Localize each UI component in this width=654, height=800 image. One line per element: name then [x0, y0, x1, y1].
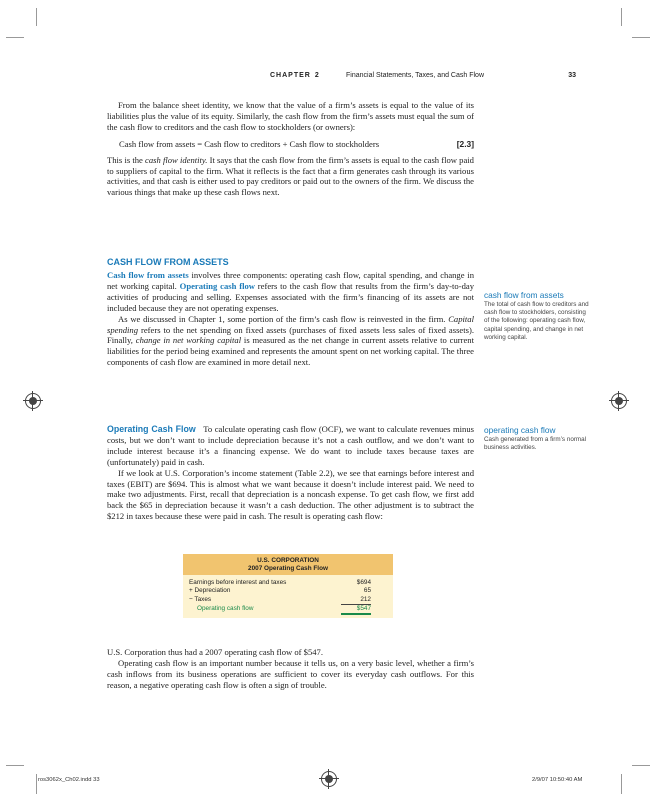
equation-number: [2.3] — [456, 138, 474, 149]
cash-flow-identity-equation — [107, 139, 474, 150]
table-row: Earnings before interest and taxes $694 — [189, 579, 371, 586]
identity-paragraph: This is the cash flow identity. It says that the cash flow from the firm’s assets is equal to the cash flow paid to suppliers of capital to the firm. What it reflects is the fact that a firm generates cash through its various activities, and that cash is either used to pay creditors or paid out to the owners of the firm. We discuss the various things that make up these cash flows next. — [107, 154, 474, 198]
components-paragraph: As we discussed in Chapter 1, some portion of the firm’s cash flow is reinvested in the firm. Capital spending refers to the net spending on fixed assets (purchases of fixed assets less sales of fixed assets). Finally, change in net working capital is measured as the net change in current assets relative to current liabilities for the period being examined and represents the amount spent on net working capital. The three components of cash flow are examined in more detail next. — [107, 313, 474, 368]
table-row: + Depreciation 65 — [189, 587, 371, 595]
cash-flow-identity-term: cash flow identity. — [145, 154, 208, 165]
footer-filename: ros3062x_Ch02.indd 33 — [38, 777, 100, 783]
table-header — [183, 554, 393, 575]
cfa-paragraph: Cash flow from assets involves three components: operating cash flow, capital spending, and change in net working capital. Operating cash flow refers to the cash flow that results from the firm’s day-to-day activities of producing and selling. Expenses associated with the firm’s financing of its assets are not included because they are not operating expenses. — [107, 270, 474, 313]
margin-definition-operating-cash-flow — [484, 425, 590, 452]
margin-definition-cash-flow-from-assets — [484, 290, 590, 342]
closing-paragraph-2: Operating cash flow is an important number because it tells us, on a very basic level, whether a firm’s cash inflows from its business operations are sufficient to cover its everyday cash outflows. For this reason, a negative operating cash flow is often a sign of trouble. — [107, 657, 474, 690]
margin-definition: The total of cash flow to creditors and cash flow to stockholders, consisting of the following: operating cash flow, capital spending, and change in net working capital. — [484, 301, 589, 341]
table-subtitle: 2007 Operating Cash Flow — [248, 565, 328, 572]
ocf-runin-heading: Operating Cash Flow — [107, 424, 196, 434]
intro-paragraph: From the balance sheet identity, we know that the value of a firm’s assets is equal to the value of its liabilities plus the value of its equity. Similarly, the cash flow from the firm’s assets must equal the sum of the cash flow to creditors and the cash flow to stockholders (or owners): — [107, 100, 474, 132]
table-body — [183, 575, 393, 618]
chapter-title: Financial Statements, Taxes, and Cash Flow — [346, 72, 484, 79]
chapter-number: 2 — [314, 72, 320, 79]
operating-cash-flow-table — [183, 554, 393, 618]
section-heading: CASH FLOW FROM ASSETS — [107, 257, 229, 267]
table-row: − Taxes 212 — [189, 596, 371, 605]
intro-block — [107, 100, 474, 198]
registration-mark-right-icon — [611, 393, 627, 409]
footer-timestamp: 2/9/07 10:50:40 AM — [532, 777, 583, 783]
page-number: 33 — [568, 72, 576, 79]
margin-term: cash flow from assets — [484, 290, 564, 300]
closing-body — [107, 647, 474, 691]
equation-text: Cash flow from assets = Cash flow to creditors + Cash flow to stockholders — [119, 138, 380, 149]
table-title: U.S. CORPORATION — [257, 557, 319, 564]
section-body — [107, 270, 474, 368]
closing-paragraph-1: U.S. Corporation thus had a 2007 operating cash flow of $547. — [107, 647, 324, 657]
keyword-cash-flow-from-assets: Cash flow from assets — [107, 270, 189, 280]
table-total-row: Operating cash flow $547 — [189, 605, 371, 615]
ocf-paragraph-2: If we look at U.S. Corporation’s income statement (Table 2.2), we see that earnings before interest and taxes (EBIT) are $694. This is almost what we want because it doesn’t include interest paid. We need to make two adjustments. First, recall that depreciation is a noncash expense. To get cash flow, we first add back the $65 in depreciation because it wasn’t a cash deduction. The other adjustment is to subtract the $212 in taxes because these were paid in cash. The result is operating cash flow: — [107, 467, 474, 522]
ocf-body — [107, 424, 474, 522]
registration-mark-bottom-icon — [321, 771, 337, 787]
ocf-paragraph-1: Operating Cash Flow To calculate operating cash flow (OCF), we want to calculate revenues minus costs, but we don’t want to include depreciation because it’s not a cash outflow, and we don’t want to include interest because it’s a financing expense. We do want to include taxes because taxes are (unfortunately) paid in cash. — [107, 424, 474, 467]
registration-mark-left-icon — [25, 393, 41, 409]
keyword-operating-cash-flow: Operating cash flow — [179, 280, 255, 291]
margin-definition: Cash generated from a firm’s normal business activities. — [484, 436, 587, 452]
chapter-label: CHAPTER — [270, 72, 311, 79]
margin-term: operating cash flow — [484, 425, 556, 435]
